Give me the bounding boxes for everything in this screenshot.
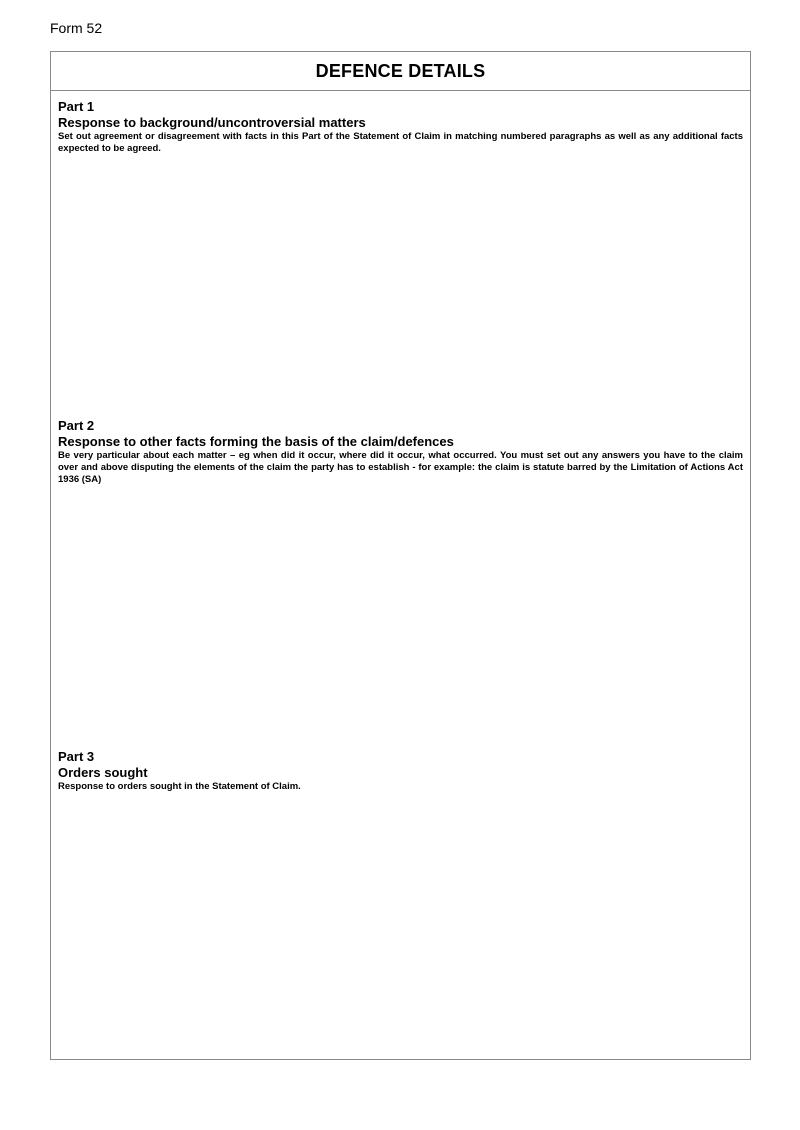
form-number: Form 52 [50,20,103,36]
part-instructions: Response to orders sought in the Statement of Claim. [58,781,301,792]
part-heading: Response to background/uncontroversial matters [58,115,366,130]
part-label: Part 1 [58,99,95,114]
defence-details-form [50,51,751,1060]
part-instructions: Be very particular about each matter – eg when did it occur, where did it occur, what occurred. You must set out any answers you have to the claim over and above disputing the elements of the claim the party has to establish - for example: the claim is statute barred by the Limitation of Actions Act 1936 (SA) [58,450,743,485]
form-header [51,52,750,91]
part-1-section[interactable] [58,99,743,155]
part-3-section[interactable] [58,749,743,793]
part-label: Part 3 [58,749,95,764]
part-instructions: Set out agreement or disagreement with facts in this Part of the Statement of Claim in matching numbered paragraphs as well as any additional facts expected to be agreed. [58,131,743,154]
form-title: DEFENCE DETAILS [315,60,486,81]
part-heading: Orders sought [58,765,148,780]
part-2-section[interactable] [58,418,743,486]
part-label: Part 2 [58,418,95,433]
part-heading: Response to other facts forming the basis of the claim/defences [58,434,454,449]
